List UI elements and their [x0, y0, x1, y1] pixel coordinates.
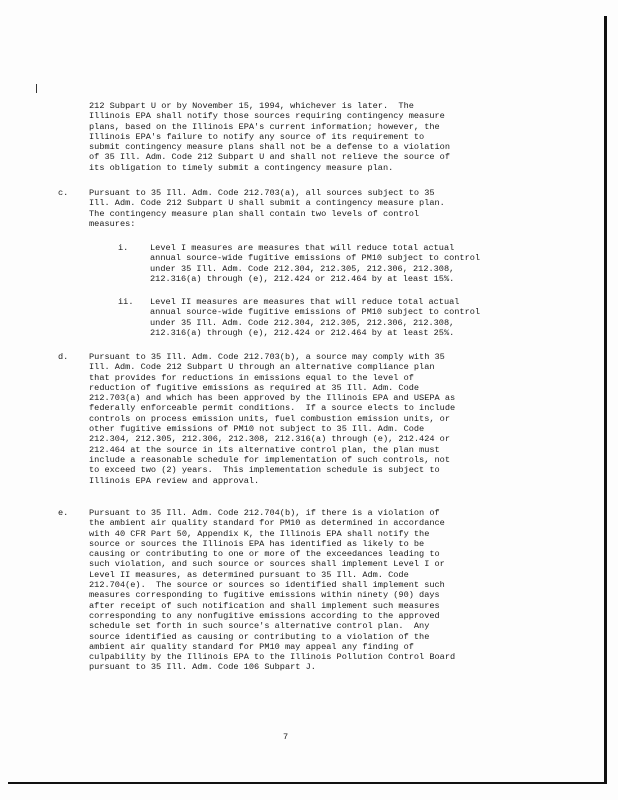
item-i-marker: i.	[118, 243, 129, 253]
section-e-paragraph: Pursuant to 35 Ill. Adm. Code 212.704(b), if there is a violation of the ambient air quality standard for PM10 as determined in accordance with 40 CFR Part 50, Appendix K, the Illinois EPA shall notify the source or sources the Illinois EPA has identified as likely to be causing or contributing to one or more of the exceedances leading to such violation, and such source or sources shall implement Level I or Level II measures, as determined pursuant to 35 Ill. Adm. Code 212.704(e). The source or sources so identified shall implement such measures corresponding to fugitive emissions within ninety (90) days after receipt of such notification and shall implement such measures corresponding to any nonfugitive emissions according to the approved schedule set forth in such source's alternative control plan. Any source identified as causing or contributing to a violation of the ambient air quality standard for PM10 may appeal any finding of culpability by the Illinois EPA to the Illinois Pollution Control Board pursuant to 35 Ill. Adm. Code 106 Subpart J.	[89, 508, 456, 673]
section-c-paragraph: Pursuant to 35 Ill. Adm. Code 212.703(a), all sources subject to 35 Ill. Adm. Code 212 Subpart U shall submit a contingency measure plan. The contingency measure plan shall contain two levels of control measures:	[89, 188, 445, 229]
section-e-marker: e.	[58, 508, 69, 518]
item-ii-marker: ii.	[118, 297, 134, 307]
intro-paragraph: 212 Subpart U or by November 15, 1994, whichever is later. The Illinois EPA shall notify those sources requiring contingency measure plans, based on the Illinois EPA's current information; however, the Illinois EPA's failure to notify any source of its requirement to submit contingency measure plans shall not be a defense to a violation of 35 Ill. Adm. Code 212 Subpart U and shall not relieve the source of its obligation to timely submit a contingency measure plan.	[89, 101, 450, 173]
scan-edge-bottom	[8, 782, 606, 784]
section-d-marker: d.	[58, 352, 69, 362]
page-number: 7	[283, 732, 289, 742]
scan-edge-right	[604, 16, 607, 784]
item-i-paragraph: Level I measures are measures that will reduce total actual annual source-wide fugitive emissions of PM10 subject to control under 35 Ill. Adm. Code 212.304, 212.305, 212.306, 212.308, 212.316(a) through (e), 212.424 or 212.464 by at least 15%.	[150, 243, 481, 284]
margin-mark	[36, 84, 37, 93]
section-c-marker: c.	[58, 188, 69, 198]
section-d-paragraph: Pursuant to 35 Ill. Adm. Code 212.703(b), a source may comply with 35 Ill. Adm. Code 212 Subpart U through an alternative compliance plan that provides for reductions in emissions equal to the level of reduction of fugitive emissions as required at 35 Ill. Adm. Code 212.703(a) and which has been approved by the Illinois EPA and USEPA as federally enforceable permit conditions. If a source elects to include controls on process emission units, fuel combustion emission units, or other fugitive emissions of PM10 not subject to 35 Ill. Adm. Code 212.304, 212.305, 212.306, 212.308, 212.316(a) through (e), 212.424 or 212.464 at the source in its alternative control plan, the plan must include a reasonable schedule for implementation of such controls, not to exceed two (2) years. This implementation schedule is subject to Illinois EPA review and approval.	[89, 352, 456, 486]
item-ii-paragraph: Level II measures are measures that will reduce total actual annual source-wide fugitive emissions of PM10 subject to control under 35 Ill. Adm. Code 212.304, 212.305, 212.306, 212.308, 212.316(a) through (e), 212.424 or 212.464 by at least 25%.	[150, 297, 481, 338]
